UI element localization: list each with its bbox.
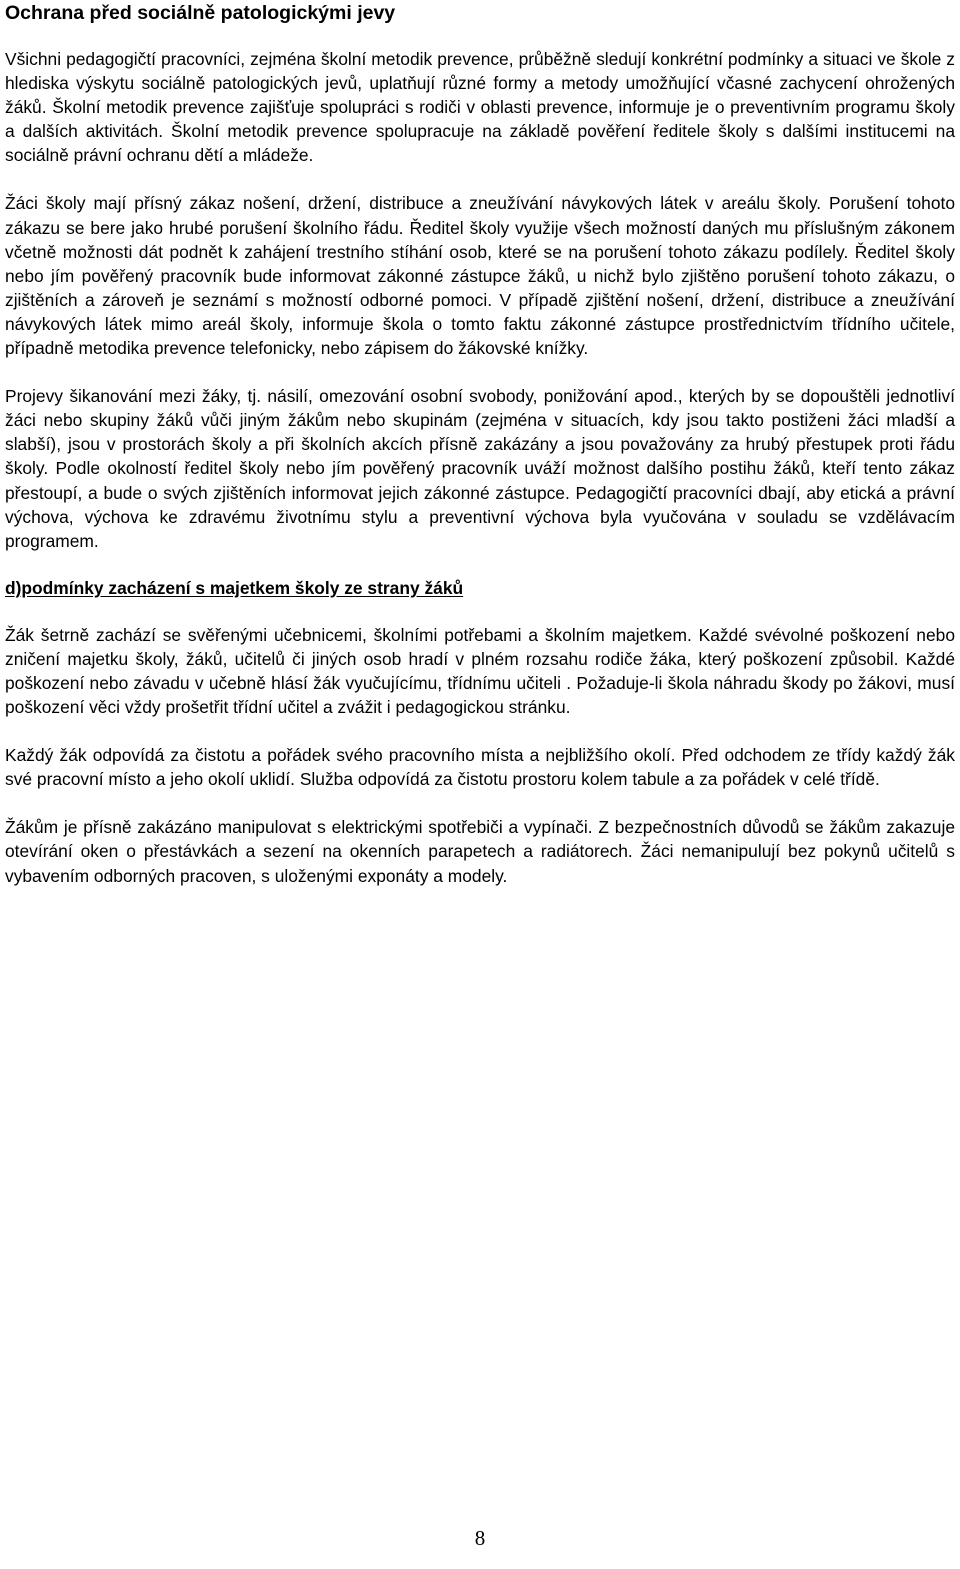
document-page: [5, 0, 955, 888]
section-subheading: d)podmínky zacházení s majetkem školy ze strany žáků: [5, 577, 464, 598]
section-title: Ochrana před sociálně patologickými jevy: [5, 2, 396, 24]
spacer: [5, 25, 955, 47]
paragraph-cleanliness: Každý žák odpovídá za čistotu a pořádek svého pracovního místa a nejbližšího okolí. Před odchodem ze třídy každý žák své pracovní místo a jeho okolí uklidí. Služba odpovídá za čistotu prostoru kolem tabule a za pořádek v celé třídě.: [5, 745, 955, 790]
spacer: [5, 600, 955, 623]
spacer: [5, 553, 955, 576]
paragraph-school-property: Žák šetrně zachází se svěřenými učebnicemi, školními potřebami a školním majetkem. Každé svévolné poškození nebo zničení majetku školy, žáků, učitelů či jiných osob hradí v plném rozsahu rodiče žáka, který poškození způsobil. Každé poškození nebo závadu v učebně hlásí žák vyučujícímu, třídnímu učiteli . Požaduje-li škola náhradu škody po žákovi, musí poškození věci vždy prošetřit třídní učitel a zvážit i pedagogickou stránku.: [5, 624, 955, 718]
spacer: [5, 719, 955, 743]
page-number: 8: [474, 1526, 486, 1550]
spacer: [5, 791, 955, 815]
paragraph-bullying: Projevy šikanování mezi žáky, tj. násilí, omezování osobní svobody, ponižování apod., kterých by se dopouštěli jednotliví žáci nebo skupiny žáků vůči jiným žákům nebo skupinám (zejména v situacích, kdy jsou takto postiženi žáci mladší a slabší), jsou v prostorách školy a při školních akcích přísně zakázány a jsou považovány za hrubý přestupek proti řádu školy. Podle okolností ředitel školy nebo jím pověřený pracovník uváží možnost dalšího postihu žáků, kteří tento zákaz přestoupí, a bude o svých zjištěních informovat jejich zákonné zástupce. Pedagogičtí pracovníci dbají, aby etická a právní výchova, výchova ke zdravému životnímu stylu a preventivní výchova byla vyučována v souladu se vzdělávacím programem.: [5, 386, 955, 551]
paragraph-electrical-safety: Žákům je přísně zakázáno manipulovat s elektrickými spotřebiči a vypínači. Z bezpečnostních důvodů se žákům zakazuje otevírání oken o přestávkách a sezení na okenních parapetech a radiátorech. Žáci nemanipulují bez pokynů učitelů s vybavením odborných pracoven, s uloženými exponáty a modely.: [5, 817, 955, 886]
spacer: [5, 167, 955, 191]
paragraph-addictive-substances: Žáci školy mají přísný zákaz nošení, držení, distribuce a zneužívání návykových látek v areálu školy. Porušení tohoto zákazu se bere jako hrubé porušení školního řádu. Ředitel školy využije všech možností daných mu příslušným zákonem včetně možnosti dát podnět k zahájení trestního stíhání osob, které se na porušení tohoto zákazu podílely. Ředitel školy nebo jím pověřený pracovník bude informovat zákonné zástupce žáků, u nichž bylo zjištěno porušení tohoto zákazu, o zjištěních a zároveň je seznámí s možností odborné pomoci. V případě zjištění nošení, držení, distribuce a zneužívání návykových látek mimo areál školy, informuje škola o tomto faktu zákonné zástupce prostřednictvím třídního učitele, případně metodika prevence telefonicky, nebo zápisem do žákovské knížky.: [5, 193, 955, 359]
spacer: [5, 360, 955, 384]
paragraph-prevention: Všichni pedagogičtí pracovníci, zejména školní metodik prevence, průběžně sledují konkrétní podmínky a situaci ve škole z hlediska výskytu sociálně patologických jevů, uplatňují různé formy a metody umožňující včasné zachycení ohrožených žáků. Školní metodik prevence zajišťuje spolupráci s rodiči v oblasti prevence, informuje je o preventivním programu školy a dalších aktivitách. Školní metodik prevence spolupracuje na základě pověření ředitele školy s dalšími institucemi na sociálně právní ochranu dětí a mládeže.: [5, 49, 955, 166]
